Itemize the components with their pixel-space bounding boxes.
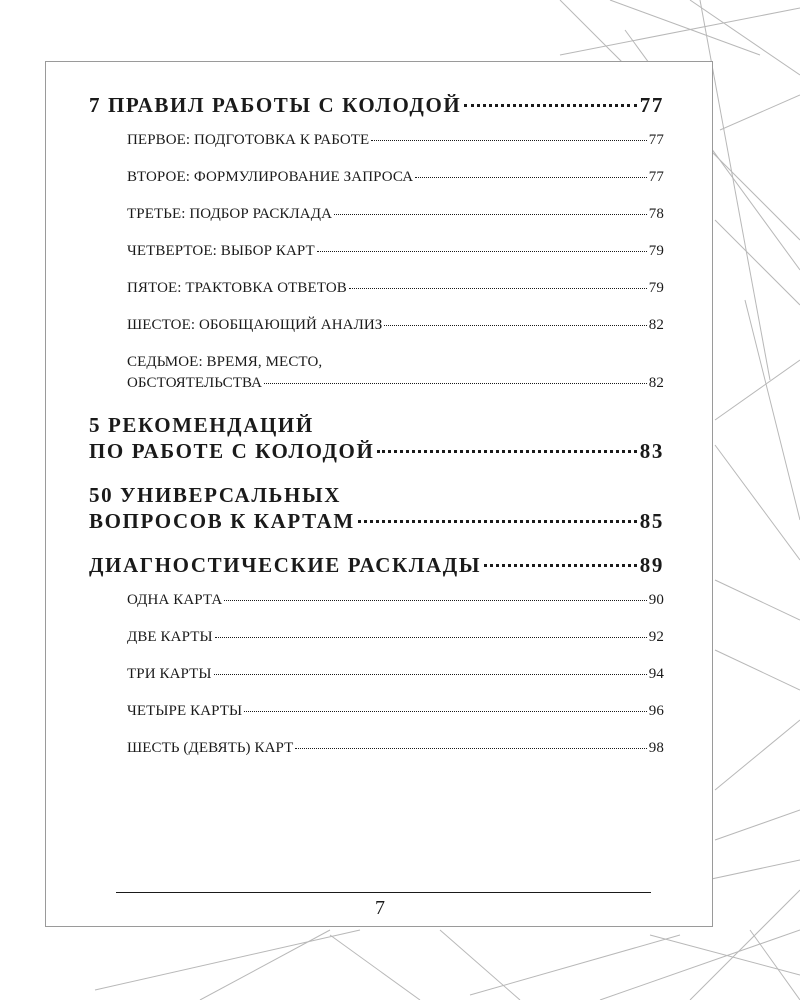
toc-subsection-page: 78 (648, 206, 664, 222)
toc-leader-dots (384, 325, 646, 326)
toc-subsection (127, 738, 664, 759)
toc-section (89, 552, 664, 759)
toc-subsection-page: 96 (648, 703, 664, 719)
toc-subsection (127, 204, 664, 225)
toc-subsection (127, 130, 664, 151)
toc-subsection (127, 590, 664, 611)
toc-section (89, 92, 664, 394)
toc-subsection-line (127, 701, 664, 722)
toc-subsection-page: 92 (648, 629, 664, 645)
toc-subsection (127, 627, 664, 648)
toc-subsection-line (127, 130, 664, 151)
toc-section-page: 77 (639, 93, 664, 117)
toc-leader-dots (334, 214, 647, 215)
page-number: 7 (375, 897, 385, 919)
toc-subsection-line (127, 315, 664, 336)
toc-leader-dots (214, 674, 647, 675)
toc-subsection-page: 79 (648, 280, 664, 296)
toc-subsection-title: ЧЕТВЕРТОЕ: ВЫБОР КАРТ (127, 243, 315, 259)
toc-subsection-page: 82 (648, 375, 664, 391)
toc-section (89, 482, 664, 534)
toc-leader-dots (317, 251, 647, 252)
toc-subsection-page: 82 (648, 317, 664, 333)
toc-section-title-line (89, 412, 664, 438)
toc-leader-dots (264, 383, 647, 384)
toc-subsection-title: ШЕСТЬ (ДЕВЯТЬ) КАРТ (127, 740, 294, 756)
toc-subsection-title: ВТОРОЕ: ФОРМУЛИРОВАНИЕ ЗАПРОСА (127, 169, 414, 185)
toc-leader-dots (358, 520, 637, 523)
toc-subsection-title: ПЯТОЕ: ТРАКТОВКА ОТВЕТОВ (127, 280, 347, 296)
toc-section-title: ДИАГНОСТИЧЕСКИЕ РАСКЛАДЫ (89, 553, 482, 577)
toc-section-page: 85 (639, 509, 664, 533)
toc-leader-dots (215, 637, 647, 638)
toc-subsection (127, 352, 664, 394)
toc-subsection (127, 167, 664, 188)
toc-subsection-list (127, 130, 664, 394)
toc-subsection-title: ОДНА КАРТА (127, 592, 223, 608)
toc-subsection-line (127, 352, 664, 373)
toc-section-title: 5 РЕКОМЕНДАЦИЙ (89, 413, 314, 437)
toc-subsection-line (127, 664, 664, 685)
toc-subsection-title: ШЕСТОЕ: ОБОБЩАЮЩИЙ АНАЛИЗ (127, 317, 383, 333)
toc-subsection (127, 278, 664, 299)
toc-leader-dots (484, 564, 637, 567)
toc-subsection-title: ТРЕТЬЕ: ПОДБОР РАСКЛАДА (127, 206, 332, 222)
toc-subsection-line (127, 627, 664, 648)
toc-section-title: ПО РАБОТЕ С КОЛОДОЙ (89, 439, 375, 463)
toc-subsection (127, 315, 664, 336)
toc-leader-dots (464, 104, 636, 107)
toc-leader-dots (377, 450, 636, 453)
toc-subsection-title: ЧЕТЫРЕ КАРТЫ (127, 703, 243, 719)
toc-leader-dots (371, 140, 646, 141)
toc-leader-dots (349, 288, 647, 289)
toc-subsection (127, 664, 664, 685)
toc-section-title: ВОПРОСОВ К КАРТАМ (89, 509, 355, 533)
toc-section-title: 50 УНИВЕРСАЛЬНЫХ (89, 483, 341, 507)
toc-subsection-page: 77 (648, 169, 664, 185)
toc-subsection-line (127, 373, 664, 394)
table-of-contents (89, 92, 664, 759)
book-page (45, 61, 713, 927)
toc-section-title-line (89, 552, 664, 578)
toc-section-title-line (89, 438, 664, 464)
toc-section-page: 83 (639, 439, 664, 463)
toc-subsection-line (127, 738, 664, 759)
toc-leader-dots (295, 748, 646, 749)
toc-subsection-title: ПЕРВОЕ: ПОДГОТОВКА К РАБОТЕ (127, 132, 370, 148)
toc-section (89, 412, 664, 464)
toc-leader-dots (415, 177, 647, 178)
toc-subsection-line (127, 204, 664, 225)
toc-subsection-page: 77 (648, 132, 664, 148)
toc-section-page: 89 (639, 553, 664, 577)
toc-subsection-list (127, 590, 664, 759)
footer-rule (116, 892, 651, 893)
toc-subsection (127, 241, 664, 262)
toc-leader-dots (244, 711, 647, 712)
toc-subsection-title: СЕДЬМОЕ: ВРЕМЯ, МЕСТО, (127, 354, 323, 370)
toc-subsection-line (127, 241, 664, 262)
toc-subsection-title: ДВЕ КАРТЫ (127, 629, 213, 645)
toc-subsection-title: ОБСТОЯТЕЛЬСТВА (127, 375, 263, 391)
toc-subsection-page: 90 (648, 592, 664, 608)
toc-subsection-line (127, 167, 664, 188)
toc-section-title-line (89, 482, 664, 508)
toc-subsection-page: 79 (648, 243, 664, 259)
toc-section-title: 7 ПРАВИЛ РАБОТЫ С КОЛОДОЙ (89, 93, 462, 117)
toc-subsection (127, 701, 664, 722)
toc-subsection-line (127, 590, 664, 611)
toc-subsection-line (127, 278, 664, 299)
toc-subsection-page: 94 (648, 666, 664, 682)
toc-section-title-line (89, 92, 664, 118)
toc-subsection-title: ТРИ КАРТЫ (127, 666, 212, 682)
toc-section-title-line (89, 508, 664, 534)
toc-subsection-page: 98 (648, 740, 664, 756)
toc-leader-dots (224, 600, 646, 601)
